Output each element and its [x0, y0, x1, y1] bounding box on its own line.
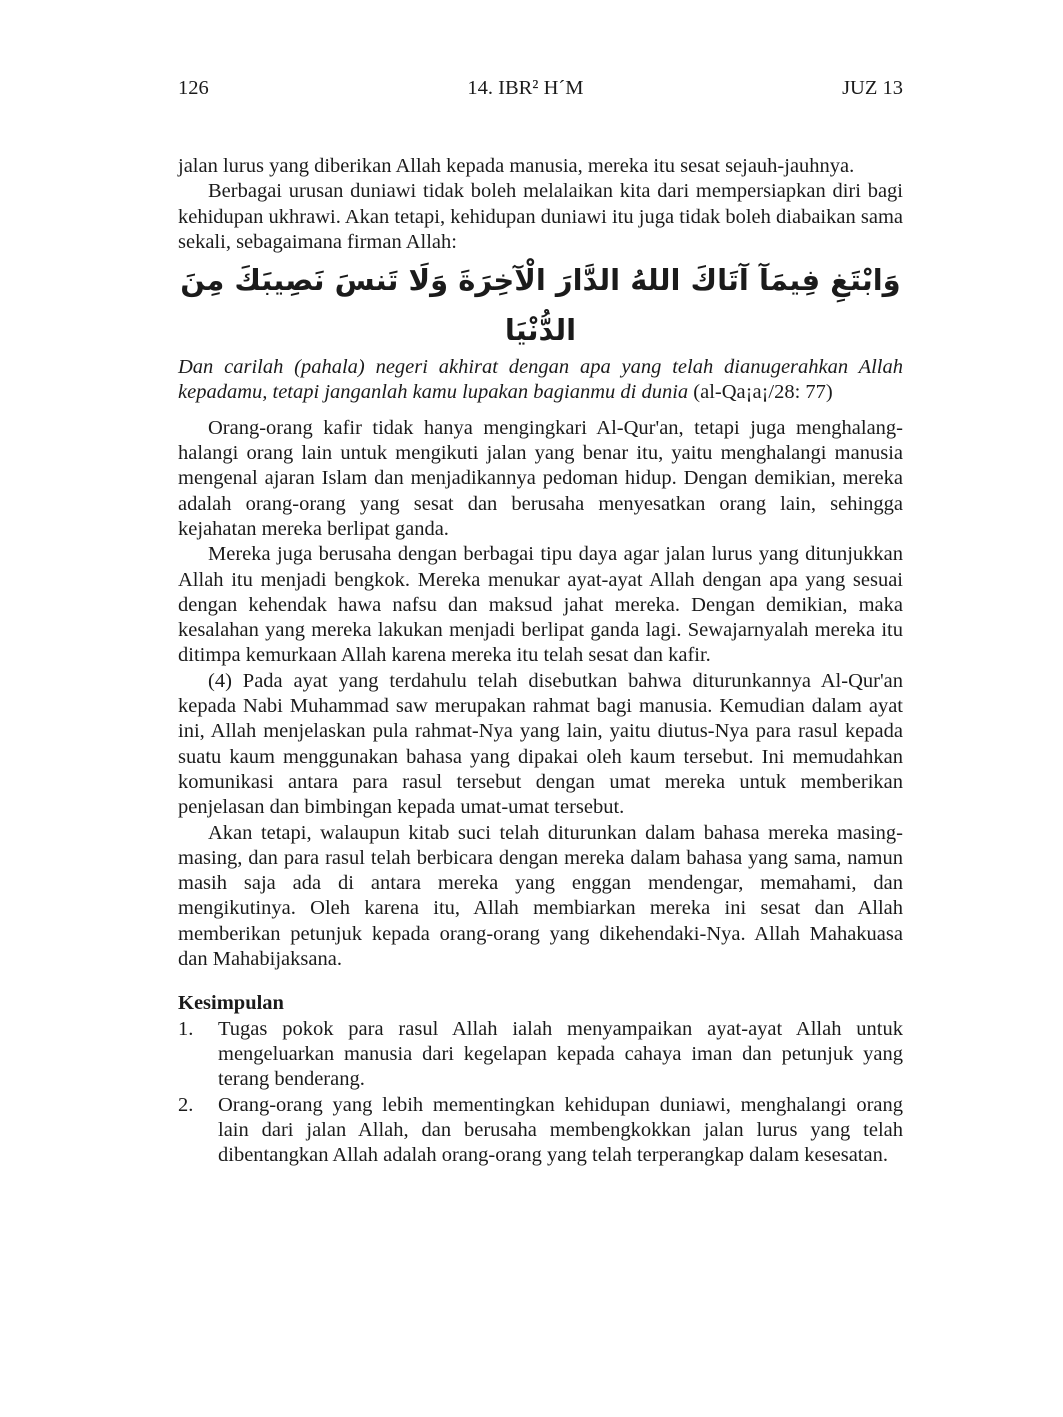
paragraph-duniawi: Berbagai urusan duniawi tidak boleh melalaikan kita dari mempersiapkan diri bagi kehidupan ukhrawi. Akan tetapi, kehidupan duniawi itu juga tidak boleh diabaikan sama sekali, sebagaimana firman Allah:	[178, 180, 903, 253]
paragraph-akan-tetapi: Akan tetapi, walaupun kitab suci telah diturunkan dalam bahasa mereka masing-masing, dan para rasul telah berbicara dengan mereka dalam bahasa yang sama, namun masih saja ada di antara mereka yang enggan mendengar, memahami, dan mengikutinya. Oleh karena itu, Allah membiarkan mereka ini sesat dan Allah memberikan petunjuk kepada orang-orang yang dikehendaki-Nya. Allah Mahakuasa dan Mahabijaksana.	[178, 821, 903, 971]
paragraph-tipu-daya: Mereka juga berusaha dengan berbagai tipu daya agar jalan lurus yang ditunjukkan Allah itu menjadi bengkok. Mereka menukar ayat-ayat Allah dengan apa yang sesuai dengan kehendak hawa nafsu dan maksud jahat mereka. Dengan demikian, maka kesalahan yang mereka lakukan menjadi berlipat ganda lagi. Sewajarnyalah mereka itu ditimpa kemurkaan Allah karena mereka itu telah sesat dan kafir.	[178, 543, 903, 667]
verse-translation	[178, 355, 903, 406]
list-item-text: Orang-orang yang lebih mementingkan kehidupan duniawi, menghalangi orang lain dari jalan Allah, dan berusaha membengkokkan jalan lurus yang telah dibentangkan Allah adalah orang-orang yang telah terperangkap dalam kesesatan.	[218, 1093, 903, 1167]
quran-verse-arabic: وَابْتَغِ فِيمَآ آتَاكَ اللهُ الدَّارَ الْآخِرَةَ وَلَا تَنسَ نَصِيبَكَ مِنَ الدُّنْيَا	[180, 263, 901, 348]
paragraph-kafir: Orang-orang kafir tidak hanya mengingkari Al-Qur'an, tetapi juga menghalang-halangi orang lain untuk mengikuti jalan yang benar itu, yaitu menghalangi manusia mengenal ajaran Islam dan menjadikannya pedoman hidup. Dengan demikian, mereka adalah orang-orang yang sesat dan berusaha menyesatkan orang lain, sehingga kejahatan mereka berlipat ganda.	[178, 416, 903, 540]
body-text	[178, 154, 903, 1168]
kesimpulan-list	[178, 1017, 903, 1169]
list-item-number: 2.	[178, 1093, 194, 1116]
list-item-text: Tugas pokok para rasul Allah ialah menyampaikan ayat-ayat Allah untuk mengeluarkan manusia dari kegelapan kepada cahaya iman dan petunjuk yang terang benderang.	[218, 1017, 903, 1091]
page-number: 126	[178, 77, 209, 99]
kesimpulan-heading: Kesimpulan	[178, 992, 284, 1015]
surah-title: 14. IBR² H´M	[467, 77, 584, 99]
translation-text: Dan carilah (pahala) negeri akhirat dengan apa yang telah dianugerahkan Allah kepadamu, tetapi janganlah kamu lupakan bagianmu di dunia	[178, 356, 903, 404]
list-item	[178, 1093, 903, 1169]
paragraph-ayat-4: (4) Pada ayat yang terdahulu telah disebutkan bahwa diturunkannya Al-Qur'an kepada Nabi Muhammad saw merupakan rahmat bagi manusia. Kemudian dalam ayat ini, Allah menjelaskan pula rahmat-Nya yang lain, yaitu diutus-Nya para rasul kepada suatu kaum menggunakan bahasa yang dipakai oleh kaum tersebut. Ini memudahkan komunikasi antara para rasul tersebut dengan umat mereka untuk memberikan penjelasan dan bimbingan kepada umat-umat tersebut.	[178, 669, 903, 819]
translation-reference: (al-Qa¡a¡/28: 77)	[693, 381, 833, 404]
juz-label: JUZ 13	[842, 77, 903, 99]
running-header	[178, 76, 903, 101]
list-item-number: 1.	[178, 1017, 194, 1040]
list-item	[178, 1017, 903, 1093]
paragraph-continuation: jalan lurus yang diberikan Allah kepada manusia, mereka itu sesat sejauh-jauhnya.	[178, 155, 855, 177]
